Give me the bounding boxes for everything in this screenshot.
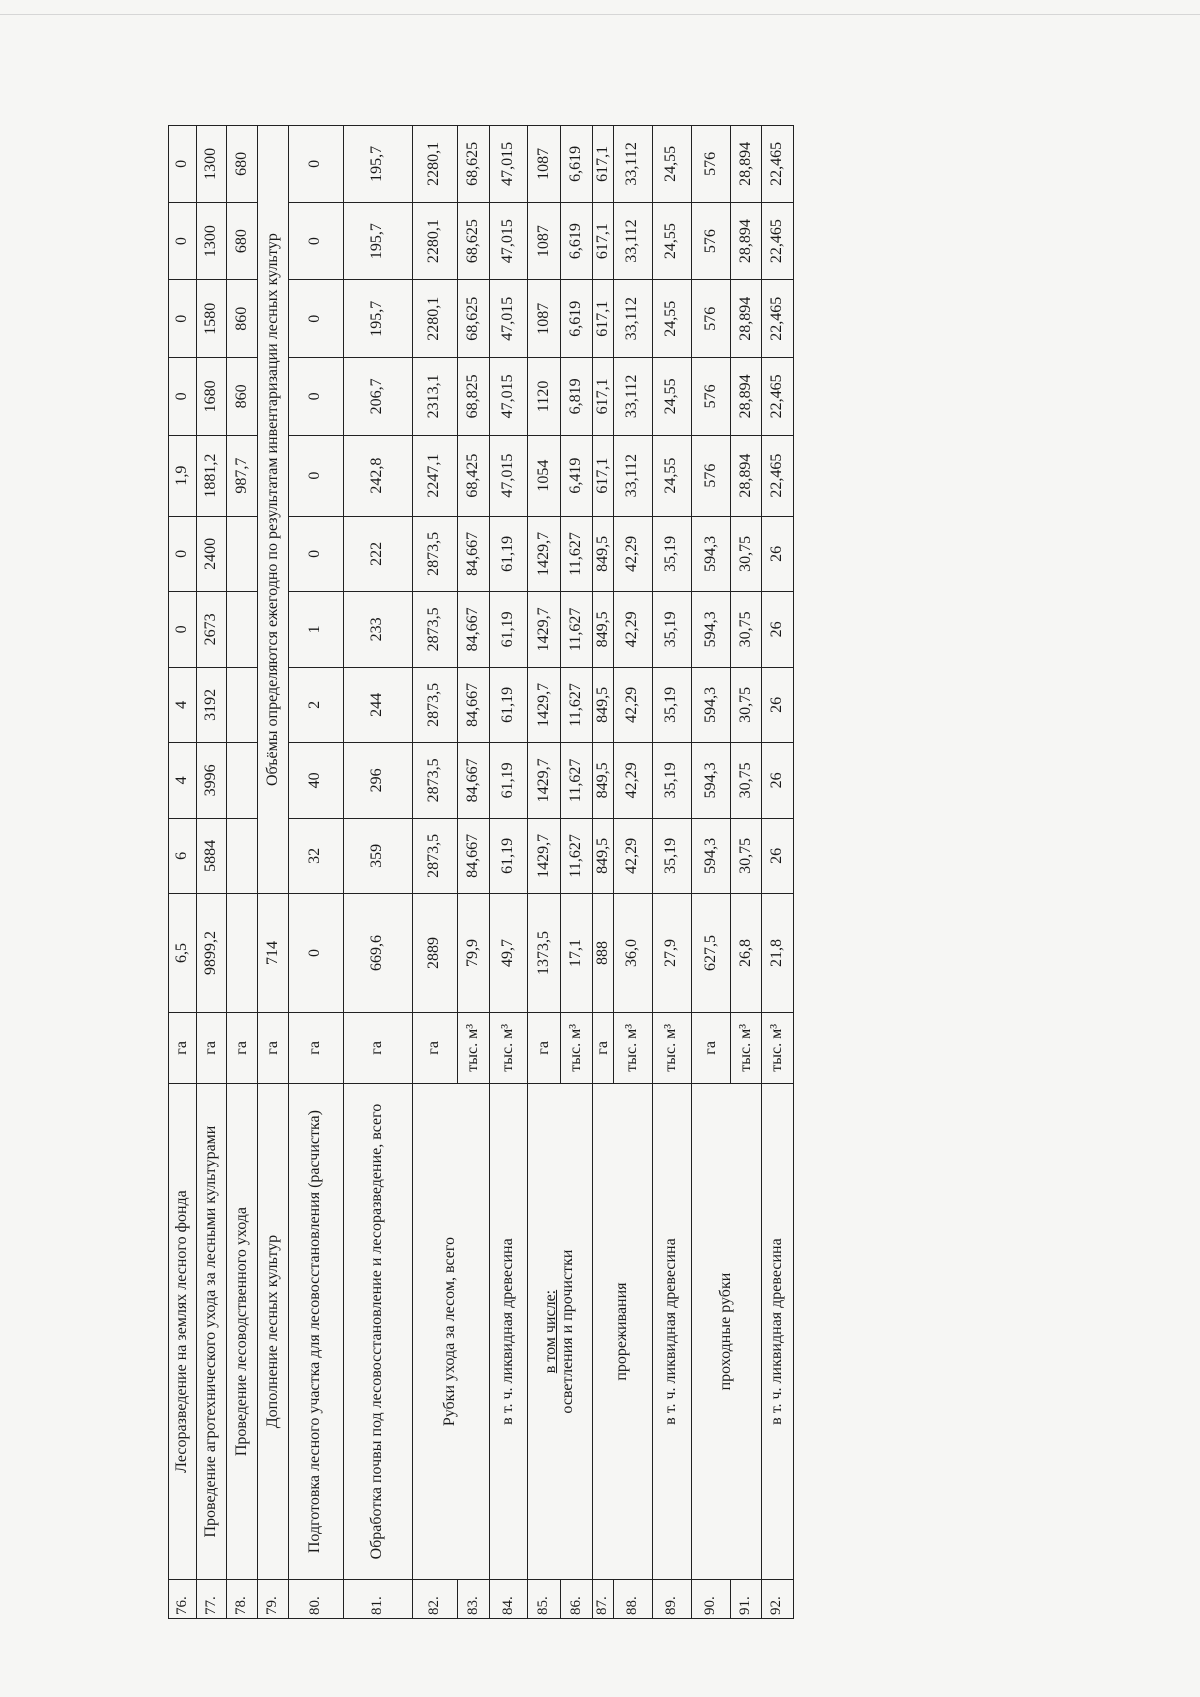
value-cell — [227, 743, 258, 819]
table-row — [652, 126, 691, 1619]
row-unit: га — [691, 1012, 731, 1083]
row-number: 90. — [691, 1580, 731, 1619]
value-cell: 680 — [227, 126, 258, 203]
value-cell: 0 — [288, 516, 343, 592]
value-cell: 33,112 — [613, 280, 652, 358]
value-cell: 576 — [691, 280, 731, 358]
rotated-page — [168, 125, 794, 1619]
value-cell: 30,75 — [731, 516, 761, 592]
value-cell: 68,625 — [457, 126, 489, 203]
value-cell: 2280,1 — [412, 202, 457, 280]
value-cell: 680 — [227, 202, 258, 280]
row-number: 81. — [343, 1580, 412, 1619]
row-unit: га — [227, 1012, 258, 1083]
value-cell: 1429,7 — [527, 818, 560, 894]
table-row — [227, 126, 258, 1619]
value-cell: 0 — [288, 126, 343, 203]
value-cell: 84,667 — [457, 743, 489, 819]
table-row — [691, 126, 731, 1619]
value-cell: 6,619 — [561, 126, 593, 203]
row-unit: га — [527, 1012, 560, 1083]
forestry-indicators-table — [168, 125, 794, 1619]
rotated-table-container — [168, 125, 794, 1619]
value-cell: 2873,5 — [412, 743, 457, 819]
value-cell: 35,19 — [652, 743, 691, 819]
row-name — [527, 1083, 593, 1579]
row-unit: тыс. м³ — [731, 1012, 761, 1083]
value-cell: 2400 — [197, 516, 227, 592]
row-number: 76. — [169, 1580, 197, 1619]
row-unit: тыс. м³ — [490, 1012, 528, 1083]
value-cell: 594,3 — [691, 743, 731, 819]
value-cell: 2247,1 — [412, 435, 457, 516]
value-cell: 617,1 — [593, 358, 613, 436]
row-number: 92. — [761, 1580, 793, 1619]
value-cell: 4 — [169, 667, 197, 743]
value-cell: 28,894 — [731, 126, 761, 203]
value-cell: 33,112 — [613, 202, 652, 280]
row-unit: га — [343, 1012, 412, 1083]
value-cell: 2873,5 — [412, 667, 457, 743]
row-name: Обработка почвы под лесовосстановление и лесоразведение, всего — [343, 1083, 412, 1579]
value-cell: 42,29 — [613, 743, 652, 819]
value-cell: 61,19 — [490, 743, 528, 819]
value-cell: 1300 — [197, 126, 227, 203]
value-cell: 9899,2 — [197, 894, 227, 1013]
value-cell: 28,894 — [731, 280, 761, 358]
row-name: Дополнение лесных культур — [258, 1083, 288, 1579]
value-cell: 0 — [288, 358, 343, 436]
value-cell: 849,5 — [593, 592, 613, 668]
value-cell: 576 — [691, 202, 731, 280]
value-cell: 1 — [288, 592, 343, 668]
value-cell: 68,425 — [457, 435, 489, 516]
row-unit: га — [169, 1012, 197, 1083]
row-name: прореживания — [593, 1083, 652, 1579]
value-cell: 30,75 — [731, 743, 761, 819]
table-row — [761, 126, 793, 1619]
value-cell: 27,9 — [652, 894, 691, 1013]
value-cell: 4 — [169, 743, 197, 819]
value-cell: 79,9 — [457, 894, 489, 1013]
value-cell: 1120 — [527, 358, 560, 436]
value-cell: 233 — [343, 592, 412, 668]
row-unit: тыс. м³ — [613, 1012, 652, 1083]
row-number: 85. — [527, 1580, 560, 1619]
value-cell: 849,5 — [593, 743, 613, 819]
value-cell: 1,9 — [169, 435, 197, 516]
value-cell: 61,19 — [490, 516, 528, 592]
row-number: 89. — [652, 1580, 691, 1619]
value-cell: 22,465 — [761, 435, 793, 516]
value-cell: 84,667 — [457, 592, 489, 668]
row-name: Рубки ухода за лесом, всего — [412, 1083, 490, 1579]
value-cell: 714 — [258, 894, 288, 1013]
value-cell: 1881,2 — [197, 435, 227, 516]
row-number: 78. — [227, 1580, 258, 1619]
value-cell: 617,1 — [593, 435, 613, 516]
row-name: в т. ч. ликвидная древесина — [652, 1083, 691, 1579]
value-cell: 84,667 — [457, 667, 489, 743]
value-cell: 49,7 — [490, 894, 528, 1013]
value-cell: 47,015 — [490, 358, 528, 436]
value-cell: 576 — [691, 435, 731, 516]
value-cell: 849,5 — [593, 516, 613, 592]
row-name: Лесоразведение на землях лесного фонда — [169, 1083, 197, 1579]
value-cell: 47,015 — [490, 280, 528, 358]
row-unit: тыс. м³ — [457, 1012, 489, 1083]
value-cell: 0 — [169, 202, 197, 280]
value-cell: 617,1 — [593, 126, 613, 203]
value-cell: 42,29 — [613, 516, 652, 592]
value-cell: 594,3 — [691, 592, 731, 668]
table-row — [490, 126, 528, 1619]
value-cell: 35,19 — [652, 592, 691, 668]
value-cell: 22,465 — [761, 202, 793, 280]
value-cell — [227, 818, 258, 894]
row-unit: га — [197, 1012, 227, 1083]
value-cell: 30,75 — [731, 667, 761, 743]
value-cell: 47,015 — [490, 202, 528, 280]
row-number: 79. — [258, 1580, 288, 1619]
value-cell: 987,7 — [227, 435, 258, 516]
value-cell: 11,627 — [561, 592, 593, 668]
scan-edge-line — [0, 14, 1200, 15]
value-cell: 2280,1 — [412, 126, 457, 203]
value-cell: 594,3 — [691, 516, 731, 592]
value-cell: 28,894 — [731, 358, 761, 436]
value-cell: 22,465 — [761, 358, 793, 436]
row-number: 88. — [613, 1580, 652, 1619]
value-cell: 61,19 — [490, 592, 528, 668]
merged-note-cell: Объёмы определяются ежегодно по результатам инвентаризации лесных культур — [258, 126, 288, 894]
value-cell: 22,465 — [761, 126, 793, 203]
value-cell: 0 — [169, 358, 197, 436]
value-cell: 35,19 — [652, 667, 691, 743]
value-cell: 26 — [761, 516, 793, 592]
row-name: Проведение лесоводственного ухода — [227, 1083, 258, 1579]
row-unit: тыс. м³ — [652, 1012, 691, 1083]
value-cell: 24,55 — [652, 435, 691, 516]
value-cell: 0 — [288, 894, 343, 1013]
value-cell — [227, 667, 258, 743]
value-cell: 33,112 — [613, 358, 652, 436]
value-cell: 195,7 — [343, 126, 412, 203]
value-cell: 26 — [761, 743, 793, 819]
value-cell: 26 — [761, 667, 793, 743]
value-cell: 1580 — [197, 280, 227, 358]
value-cell: 594,3 — [691, 667, 731, 743]
value-cell: 42,29 — [613, 667, 652, 743]
value-cell: 30,75 — [731, 592, 761, 668]
value-cell: 35,19 — [652, 516, 691, 592]
row-unit: тыс. м³ — [761, 1012, 793, 1083]
table-row — [169, 126, 197, 1619]
row-unit: га — [288, 1012, 343, 1083]
row-number: 77. — [197, 1580, 227, 1619]
value-cell: 2873,5 — [412, 516, 457, 592]
value-cell: 195,7 — [343, 202, 412, 280]
value-cell: 33,112 — [613, 435, 652, 516]
row-number: 91. — [731, 1580, 761, 1619]
value-cell: 3192 — [197, 667, 227, 743]
value-cell: 576 — [691, 126, 731, 203]
value-cell: 2313,1 — [412, 358, 457, 436]
value-cell: 0 — [169, 280, 197, 358]
value-cell: 1054 — [527, 435, 560, 516]
value-cell: 2280,1 — [412, 280, 457, 358]
value-cell — [227, 592, 258, 668]
row-name: в т. ч. ликвидная древесина — [490, 1083, 528, 1579]
row-unit: тыс. м³ — [561, 1012, 593, 1083]
row-number: 84. — [490, 1580, 528, 1619]
row-number: 83. — [457, 1580, 489, 1619]
value-cell: 359 — [343, 818, 412, 894]
value-cell: 28,894 — [731, 435, 761, 516]
value-cell: 32 — [288, 818, 343, 894]
value-cell: 2673 — [197, 592, 227, 668]
row-unit: га — [258, 1012, 288, 1083]
value-cell: 26 — [761, 818, 793, 894]
value-cell: 6,819 — [561, 358, 593, 436]
table-row — [197, 126, 227, 1619]
row-number: 86. — [561, 1580, 593, 1619]
value-cell: 1429,7 — [527, 667, 560, 743]
value-cell: 61,19 — [490, 667, 528, 743]
value-cell: 11,627 — [561, 667, 593, 743]
row-unit: га — [593, 1012, 613, 1083]
value-cell: 1300 — [197, 202, 227, 280]
value-cell: 6,419 — [561, 435, 593, 516]
value-cell: 84,667 — [457, 818, 489, 894]
value-cell: 2873,5 — [412, 592, 457, 668]
value-cell: 222 — [343, 516, 412, 592]
section-subheading: в том числе: — [542, 1289, 560, 1374]
value-cell: 849,5 — [593, 818, 613, 894]
value-cell: 33,112 — [613, 126, 652, 203]
value-cell: 24,55 — [652, 126, 691, 203]
value-cell: 1087 — [527, 280, 560, 358]
value-cell: 42,29 — [613, 592, 652, 668]
value-cell: 6 — [169, 818, 197, 894]
table-row — [288, 126, 343, 1619]
table-row — [527, 126, 560, 1619]
value-cell: 860 — [227, 358, 258, 436]
value-cell: 6,619 — [561, 202, 593, 280]
value-cell: 1087 — [527, 202, 560, 280]
value-cell: 627,5 — [691, 894, 731, 1013]
value-cell: 24,55 — [652, 280, 691, 358]
value-cell: 617,1 — [593, 280, 613, 358]
value-cell: 888 — [593, 894, 613, 1013]
value-cell: 40 — [288, 743, 343, 819]
value-cell: 195,7 — [343, 280, 412, 358]
row-number: 87. — [593, 1580, 613, 1619]
value-cell: 0 — [288, 435, 343, 516]
value-cell: 0 — [288, 280, 343, 358]
value-cell: 849,5 — [593, 667, 613, 743]
value-cell: 0 — [169, 516, 197, 592]
value-cell: 1373,5 — [527, 894, 560, 1013]
value-cell: 296 — [343, 743, 412, 819]
value-cell: 576 — [691, 358, 731, 436]
value-cell: 24,55 — [652, 358, 691, 436]
value-cell: 17,1 — [561, 894, 593, 1013]
table-row — [593, 126, 613, 1619]
value-cell: 42,29 — [613, 818, 652, 894]
value-cell: 1429,7 — [527, 592, 560, 668]
row-unit: га — [412, 1012, 457, 1083]
value-cell: 206,7 — [343, 358, 412, 436]
value-cell: 1429,7 — [527, 743, 560, 819]
value-cell: 61,19 — [490, 818, 528, 894]
value-cell: 68,625 — [457, 202, 489, 280]
value-cell: 21,8 — [761, 894, 793, 1013]
value-cell: 669,6 — [343, 894, 412, 1013]
value-cell: 0 — [288, 202, 343, 280]
table-row — [343, 126, 412, 1619]
value-cell: 11,627 — [561, 743, 593, 819]
value-cell: 22,465 — [761, 280, 793, 358]
value-cell: 1680 — [197, 358, 227, 436]
value-cell — [227, 894, 258, 1013]
row-name: Проведение агротехнического ухода за лесными культурами — [197, 1083, 227, 1579]
value-cell: 6,619 — [561, 280, 593, 358]
value-cell — [227, 516, 258, 592]
value-cell: 47,015 — [490, 435, 528, 516]
value-cell: 68,825 — [457, 358, 489, 436]
value-cell: 47,015 — [490, 126, 528, 203]
value-cell: 30,75 — [731, 818, 761, 894]
value-cell: 6,5 — [169, 894, 197, 1013]
value-cell: 594,3 — [691, 818, 731, 894]
value-cell: 244 — [343, 667, 412, 743]
section-item-name: осветления и прочистки — [559, 1249, 577, 1414]
value-cell: 617,1 — [593, 202, 613, 280]
row-name: проходные рубки — [691, 1083, 761, 1579]
value-cell: 242,8 — [343, 435, 412, 516]
value-cell: 26,8 — [731, 894, 761, 1013]
value-cell: 2889 — [412, 894, 457, 1013]
value-cell: 28,894 — [731, 202, 761, 280]
row-number: 82. — [412, 1580, 457, 1619]
value-cell: 24,55 — [652, 202, 691, 280]
value-cell: 11,627 — [561, 516, 593, 592]
row-name: в т. ч. ликвидная древесина — [761, 1083, 793, 1579]
value-cell: 1429,7 — [527, 516, 560, 592]
value-cell: 11,627 — [561, 818, 593, 894]
table-row — [258, 126, 288, 1619]
table-row — [412, 126, 457, 1619]
value-cell: 0 — [169, 126, 197, 203]
value-cell: 3996 — [197, 743, 227, 819]
value-cell: 2873,5 — [412, 818, 457, 894]
value-cell: 68,625 — [457, 280, 489, 358]
value-cell: 2 — [288, 667, 343, 743]
row-name: Подготовка лесного участка для лесовосстановления (расчистка) — [288, 1083, 343, 1579]
row-number: 80. — [288, 1580, 343, 1619]
value-cell: 5884 — [197, 818, 227, 894]
value-cell: 860 — [227, 280, 258, 358]
value-cell: 1087 — [527, 126, 560, 203]
value-cell: 26 — [761, 592, 793, 668]
value-cell: 0 — [169, 592, 197, 668]
value-cell: 35,19 — [652, 818, 691, 894]
value-cell: 84,667 — [457, 516, 489, 592]
value-cell: 36,0 — [613, 894, 652, 1013]
